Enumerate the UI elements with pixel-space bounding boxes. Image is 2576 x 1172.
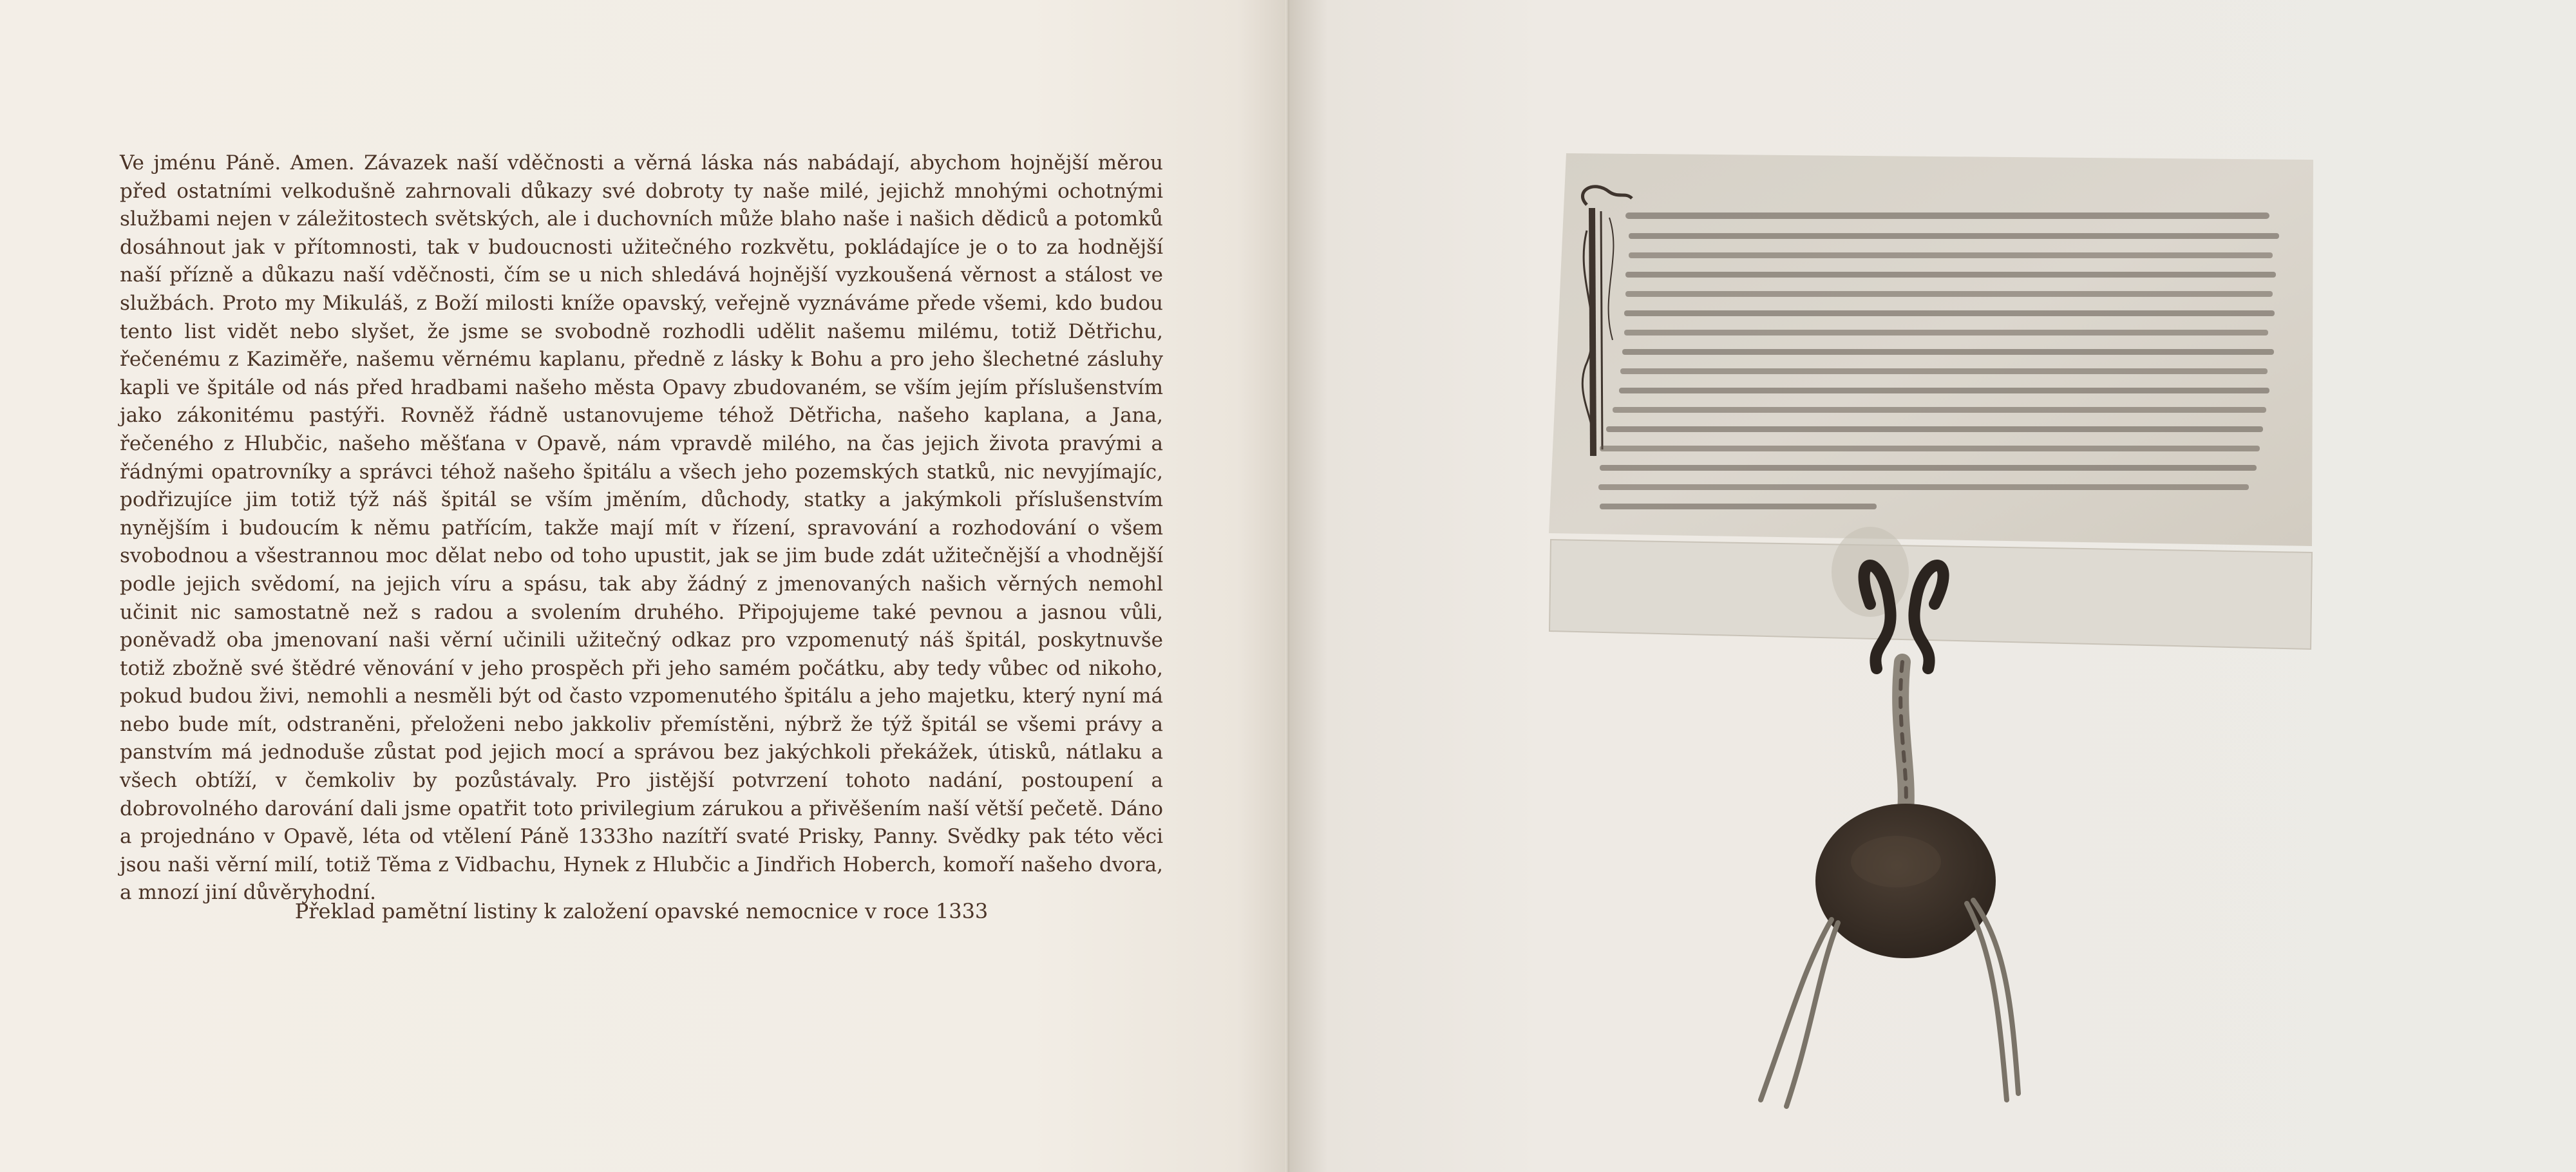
translation-text: Ve jménu Páně. Amen. Závazek naší vděčnosti a věrná láska nás nabádají, abychom hojnější měrou před ostatními velkodušně zahrnovali důkazy své dobroty ty naše milé, jejichž mnohými ochotnými službami nejen v záležitostech světských, ale i duchovních může blaho naše i našich dědiců a potomků dosáhnout jak v přítomnosti, tak v budoucnosti užitečného rozkvětu, pokládajíce je o to za hodnější naší přízně a důkazu naší vděčnosti, čím se u nich shledává hojnější vyzkoušená věrnost a stálost ve službách. Proto my Mikuláš, z Boží milosti kníže opavský, veřejně vyznáváme přede všemi, kdo budou tento list vidět nebo slyšet, že jsme se svobodně rozhodli udělit našemu milému, totiž Dětřichu, řečenému z Kaziměře, našemu věrnému kaplanu, předně z lásky k Bohu a pro jeho šlechetné zásluhy kapli ve špitále od nás před hradbami našeho města Opavy zbudovaném, se vším jejím příslušenstvím jako zákonitému pastýři. Rovněž řádně ustanovujeme téhož Dětřicha, našeho kaplana, a Jana, řečeného z Hlubčic, našeho měšťana v Opavě, nám vpravdě milého, na čas jejich života pravými a řádnými opatrovníky a správci téhož našeho špitálu a všech jeho pozemských statků, nic nevyjímajíc, podřizujíce jim totiž týž náš špitál se vším jměním, důchody, statky a jakýmkoli příslušenstvím nynějším i budoucím k němu patřícím, takže mají mít v řízení, spravování a rozhodování o všem svobodnou a všestrannou moc dělat nebo od toho upustit, jak se jim bude zdát užitečnější a vhodnější podle jejich svědomí, na jejich víru a spásu, tak aby žádný z jmenovaných našich věrných nemohl učinit nic samostatně než s radou a svolením druhého. Připojujeme také pevnou a jasnou vůli, poněvadž oba jmenovaní naši věrní učinili užitečný odkaz pro vzpomenutý náš špitál, poskytnuvše totiž zbožně své štědré věnování v jeho prospěch při jeho samém počátku, aby tedy vůbec od nikoho, pokud budou živi, nemohli a nesměli být od často vzpomenutého špitálu a jeho majetku, který nyní má nebo bude mít, odstraněni, přeloženi nebo jakkoliv přemístěni, nýbrž že týž špitál se všemi právy a panstvím má jednoduše zůstat pod jejich mocí a správou bez jakýchkoli překážek, útisků, nátlaku a všech obtíží, v čemkoliv by pozůstávaly. Pro jistější potvrzení tohoto nadání, postoupení a dobrovolného darování dali jsme opatřit toto privilegium zárukou a přivěšením naší větší pečetě. Dáno a projednáno v Opavě, léta od vtělení Páně 1333ho nazítří svaté Prisky, Panny. Svědky pak této věci jsou naši věrní milí, totiž Těma z Vidbachu, Hynek z Hlubčic a Jindřich Hoberch, komoří našeho dvora, a mnozí jiní důvěryhodní. <box>120 151 1163 905</box>
translation-caption: Překlad pamětní listiny k založení opavské nemocnice v roce 1333 <box>294 899 989 923</box>
charter-translation <box>120 149 1163 907</box>
charter-image <box>1548 153 2313 1126</box>
charter-photograph <box>1548 153 2313 643</box>
parchment-fold <box>1549 540 2312 649</box>
